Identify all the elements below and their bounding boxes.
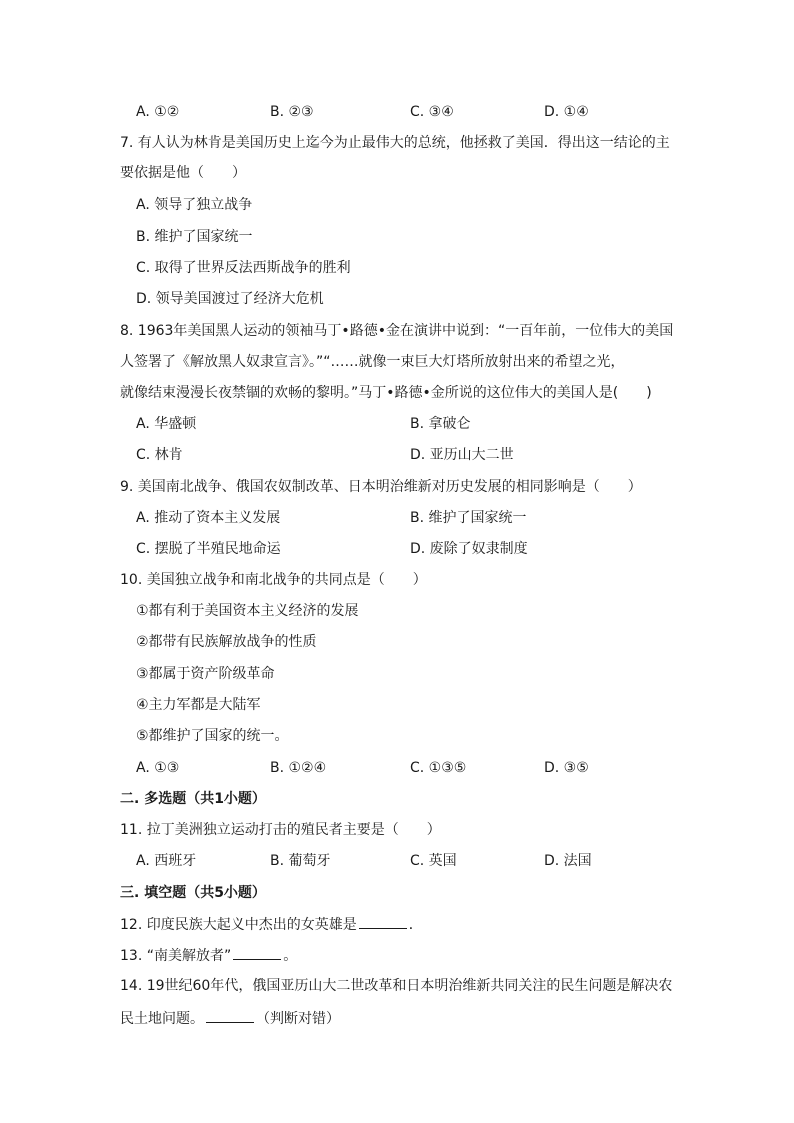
q8-stem-line2: 人签署了《解放黑人奴隶宣言》。”“……就像一束巨大灯塔所放射出来的希望之光， (120, 354, 625, 370)
q7-option-c: C. 取得了世界反法西斯战争的胜利 (136, 260, 351, 276)
q9-options-row1 (136, 508, 696, 528)
q6-option-c: C. ③④ (410, 104, 454, 120)
q14-end: （判断对错） (256, 1011, 340, 1027)
q9-option-a: A. 推动了资本主义发展 (136, 510, 281, 526)
q12-answer-blank[interactable] (359, 914, 407, 929)
q11-option-c: C. 英国 (410, 853, 457, 869)
q10-option-c: C. ①③⑤ (410, 760, 467, 776)
q10-item-5: ⑤都维护了国家的统一。 (136, 728, 289, 744)
q7-option-d: D. 领导美国渡过了经济大危机 (136, 291, 324, 307)
q10-item-4: ④主力军都是大陆军 (136, 697, 261, 713)
q9-options-row2 (136, 539, 696, 559)
q6-option-a: A. ①② (136, 104, 180, 120)
q14-text: 民土地问题。 (120, 1011, 204, 1027)
q11-stem: 11. 拉丁美洲独立运动打击的殖民者主要是（ ） (120, 822, 441, 838)
q7-stem-line2: 要依据是他（ ） (120, 165, 246, 181)
q8-stem-line3: 就像结束漫漫长夜禁锢的欢畅的黎明。”马丁•路德•金所说的这位伟大的美国人是( ) (120, 385, 652, 401)
q11-option-a: A. 西班牙 (136, 853, 197, 869)
q8-option-d: D. 亚历山大二世 (410, 447, 514, 463)
q13-text: 13. “南美解放者” (120, 948, 232, 964)
q9-stem: 9. 美国南北战争、俄国农奴制改革、日本明治维新对历史发展的相同影响是（ ） (120, 479, 642, 495)
q10-stem: 10. 美国独立战争和南北战争的共同点是（ ） (120, 572, 427, 588)
section-multiple-choice-heading: 二. 多选题（共1小题） (120, 791, 266, 807)
q8-option-c: C. 林肯 (136, 447, 183, 463)
q9-option-d: D. 废除了奴隶制度 (410, 541, 528, 557)
q10-option-a: A. ①③ (136, 760, 180, 776)
q12-end: ． (408, 917, 423, 933)
q13-answer-blank[interactable] (233, 945, 281, 960)
q6-options (136, 102, 696, 122)
q12-line (120, 914, 423, 934)
q8-stem-line1: 8. 1963年美国黑人运动的领袖马丁•路德•金在演讲中说到：“一百年前，一位伟大的美国 (120, 323, 674, 339)
q7-stem-line1: 7. 有人认为林肯是美国历史上迄今为止最伟大的总统，他拯救了美国．得出这一结论的主 (120, 135, 670, 151)
q13-end: 。 (283, 948, 298, 964)
q11-options (136, 851, 696, 871)
q14-stem-line1: 14. 19世纪60年代，俄国亚历山大二世改革和日本明治维新共同关注的民生问题是解决农 (120, 978, 673, 994)
q8-options-row2 (136, 445, 696, 465)
q14-answer-blank[interactable] (206, 1008, 254, 1023)
q10-item-1: ①都有利于美国资本主义经济的发展 (136, 603, 359, 619)
q9-option-c: C. 摆脱了半殖民地命运 (136, 541, 281, 557)
q11-option-b: B. 葡萄牙 (270, 853, 331, 869)
q11-option-d: D. 法国 (544, 853, 592, 869)
q10-option-b: B. ①②④ (270, 760, 327, 776)
q14-line2 (120, 1008, 340, 1028)
q8-option-b: B. 拿破仑 (410, 416, 471, 432)
q10-item-2: ②都带有民族解放战争的性质 (136, 634, 317, 650)
q7-option-b: B. 维护了国家统一 (136, 229, 253, 245)
q8-option-a: A. 华盛顿 (136, 416, 197, 432)
q10-options (136, 758, 696, 778)
section-fill-in-heading: 三. 填空题（共5小题） (120, 885, 266, 901)
q6-option-d: D. ①④ (544, 104, 589, 120)
q10-item-3: ③都属于资产阶级革命 (136, 666, 275, 682)
q10-option-d: D. ③⑤ (544, 760, 589, 776)
q13-line (120, 945, 297, 965)
q12-text: 12. 印度民族大起义中杰出的女英雄是 (120, 917, 357, 933)
q7-option-a: A. 领导了独立战争 (136, 197, 253, 213)
q9-option-b: B. 维护了国家统一 (410, 510, 527, 526)
q8-options-row1 (136, 414, 696, 434)
q6-option-b: B. ②③ (270, 104, 314, 120)
